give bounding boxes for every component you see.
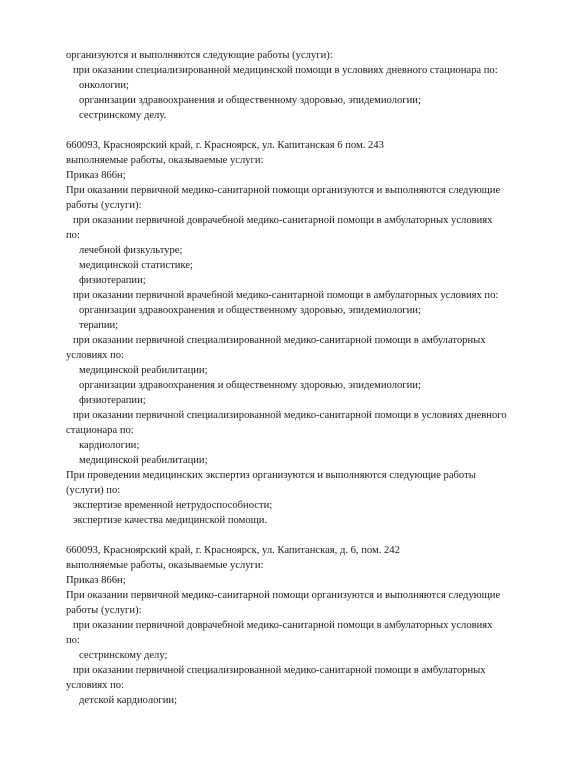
text-line: организации здравоохранения и общественному здоровью, эпидемиологии;: [79, 95, 421, 106]
text-line: При оказании первичной медико-санитарной помощи организуются и выполняются следующие: [66, 590, 501, 601]
text-line: медицинской реабилитации;: [79, 455, 208, 466]
paragraph-gap: [66, 528, 566, 543]
text-line: организации здравоохранения и общественному здоровью, эпидемиологии;: [79, 305, 421, 316]
text-line: при оказании первичной врачебной медико-санитарной помощи в амбулаторных условиях по:: [73, 290, 499, 301]
text-line: При проведении медицинских экспертиз организуются и выполняются следующие работы: [66, 470, 476, 481]
text-line: (услуги) по:: [66, 485, 121, 496]
text-line: экспертизе качества медицинской помощи.: [73, 515, 268, 526]
text-line: медицинской статистике;: [79, 260, 193, 271]
text-line: работы (услуги):: [66, 605, 142, 616]
text-line: 660093, Красноярский край, г. Красноярск, ул. Капитанская 6 пом. 243: [66, 140, 384, 151]
text-line: медицинской реабилитации;: [79, 365, 208, 376]
document-body: [66, 48, 566, 708]
text-line: терапии;: [79, 320, 119, 331]
text-line: стационара по:: [66, 425, 134, 436]
text-line: при оказании первичной доврачебной медико-санитарной помощи в амбулаторных условиях: [73, 215, 493, 226]
text-line: при оказании специализированной медицинской помощи в условиях дневного стационара по:: [73, 65, 498, 76]
text-line: онкологии;: [79, 80, 129, 91]
text-line: по:: [66, 230, 80, 241]
text-line: кардиологии;: [79, 440, 140, 451]
text-line: физиотерапии;: [79, 275, 146, 286]
paragraph-gap: [66, 123, 566, 138]
text-line: сестринскому делу.: [79, 110, 167, 121]
text-line: 660093, Красноярский край, г. Красноярск, ул. Капитанская, д. 6, пом. 242: [66, 545, 400, 556]
text-line: по:: [66, 635, 80, 646]
text-line: условиях по:: [66, 680, 124, 691]
text-line: физиотерапии;: [79, 395, 146, 406]
text-line: работы (услуги):: [66, 200, 142, 211]
text-line: при оказании первичной специализированной медико-санитарной помощи в условиях дневного: [73, 410, 507, 421]
address-block: [66, 138, 566, 528]
address-block: [66, 543, 566, 708]
text-line: при оказании первичной специализированной медико-санитарной помощи в амбулаторных: [73, 335, 486, 346]
text-line: Приказ 866н;: [66, 170, 126, 181]
text-line: При оказании первичной медико-санитарной помощи организуются и выполняются следующие: [66, 185, 501, 196]
text-line: условиях по:: [66, 350, 124, 361]
text-line: при оказании первичной специализированной медико-санитарной помощи в амбулаторных: [73, 665, 486, 676]
text-line: сестринскому делу;: [79, 650, 168, 661]
text-line: Приказ 866н;: [66, 575, 126, 586]
text-line: выполняемые работы, оказываемые услуги:: [66, 155, 264, 166]
text-line: при оказании первичной доврачебной медико-санитарной помощи в амбулаторных условиях: [73, 620, 493, 631]
text-line: организации здравоохранения и общественному здоровью, эпидемиологии;: [79, 380, 421, 391]
text-line: лечебной физкультуре;: [79, 245, 183, 256]
text-line: организуются и выполняются следующие работы (услуги):: [66, 50, 333, 61]
address-block: [66, 48, 566, 123]
text-line: выполняемые работы, оказываемые услуги:: [66, 560, 264, 571]
text-line: экспертизе временной нетрудоспособности;: [73, 500, 273, 511]
text-line: детской кардиологии;: [79, 695, 178, 706]
